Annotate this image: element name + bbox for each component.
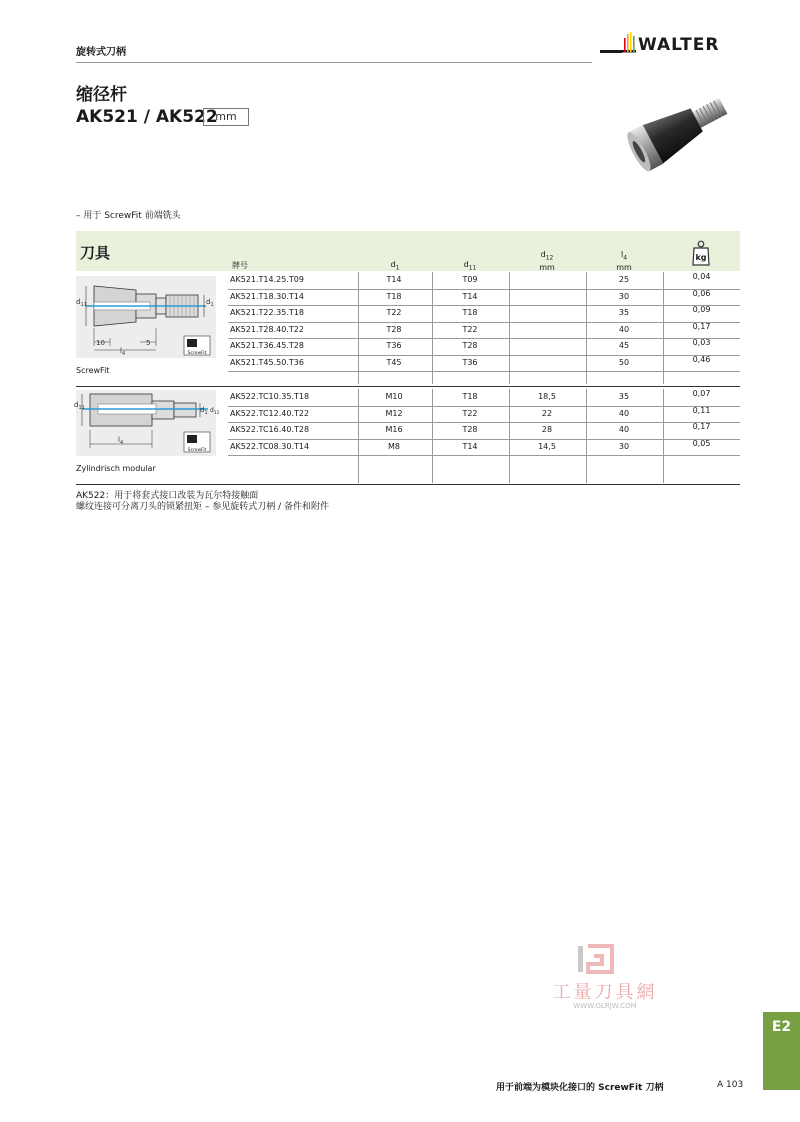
group-label-cylindrical: Zylindrisch modular [76,464,156,473]
column-divider [509,272,510,384]
cell-d11: T14 [462,441,478,451]
cell-d1: M12 [385,408,403,418]
cell-l4: 35 [618,308,630,317]
cell-kg: 0,09 [692,305,711,314]
svg-text:d11: $d_{11}$ [74,401,85,411]
cell-designation: AK522.TC08.30.T14 [230,441,310,451]
cell-kg: 0,46 [692,354,711,364]
svg-text:5: 5 [146,339,151,347]
usage-note: – 用于 ScrewFit 前端铣头 [76,211,181,221]
svg-text:10: 10 [96,339,105,347]
cell-d1: T36 [386,341,402,350]
product-image [620,86,740,176]
column-divider [586,272,587,384]
cell-d1: M8 [388,441,400,451]
page-number: A 103 [717,1080,744,1090]
cell-kg: 0,05 [692,438,711,448]
cell-l4: 50 [618,357,630,367]
cell-l4: 45 [618,341,630,350]
cell-designation: AK522.TC10.35.T18 [230,392,310,401]
diagram-screwfit [76,276,216,358]
svg-text:l4: $l_4$ [118,436,124,446]
cell-kg: 0,03 [692,338,711,347]
cell-d1: T22 [386,308,402,317]
section-title: 旋转式刀柄 [76,47,126,58]
logo-bars-icon [622,32,636,58]
diagram-cylindrical [74,390,220,456]
cell-kg: 0,17 [692,422,711,431]
svg-text:ScrewFit: ScrewFit [187,351,207,356]
cell-l4: 40 [618,425,630,434]
svg-text:ScrewFit: ScrewFit [187,448,207,453]
watermark-text: 工量刀具網 [552,982,658,1003]
cell-d1: M10 [385,392,403,401]
table-bottom-rule [76,484,740,485]
svg-text:d12: $d_{12}$ [210,407,220,416]
watermark-url: WWW.GLRJW.COM [573,1002,637,1010]
svg-text:d1: $d_1$ [200,406,208,416]
svg-text:l4: $l_4$ [120,347,126,357]
cell-d11: T09 [462,275,478,284]
header-rule [76,62,592,63]
cell-designation: AK521.T22.35.T18 [230,308,304,317]
column-divider [586,389,587,483]
chapter-tab[interactable]: E2 [763,1012,800,1090]
cell-d11: T18 [462,308,478,317]
cell-l4: 35 [618,392,630,401]
cell-d1: M16 [385,425,403,434]
column-divider [432,389,433,483]
footnote-2: 螺纹连接可分离刀头的锁紧扭矩 – 参见旋转式刀柄 / 备件和附件 [76,502,329,512]
cell-d12: 18,5 [538,392,556,401]
cell-d11: T28 [462,341,478,350]
column-divider [358,272,359,384]
unit-badge: mm [203,108,249,126]
cell-d11: T18 [462,392,478,401]
cell-kg: 0,11 [692,405,711,415]
cell-l4: 40 [618,324,630,334]
cell-d11: T14 [462,291,478,301]
col-designation: 牌号 [232,261,248,270]
cell-designation: AK521.T28.40.T22 [230,324,304,334]
cell-d12: 14,5 [538,441,556,451]
group-label-screwfit: ScrewFit [76,366,110,375]
col-d1: $d_1$ [390,260,400,272]
cell-d1: T45 [386,357,402,367]
cell-d11: T36 [462,357,478,367]
cell-designation: AK522.TC16.40.T28 [230,425,310,434]
cell-kg: 0,17 [692,321,711,331]
column-divider [358,389,359,483]
walter-logo [600,32,740,58]
weight-icon [692,240,710,266]
group-separator [76,386,740,387]
cell-designation: AK521.T36.45.T28 [230,341,304,350]
watermark [530,944,680,1014]
cell-kg: 0,04 [692,272,711,281]
column-divider [663,272,664,384]
table-heading: 刀具 [80,244,111,262]
cell-d11: T28 [462,425,478,434]
svg-text:d1: $d_1$ [206,298,214,308]
svg-text:d11: $d_{11}$ [76,298,87,308]
col-d11: $d_{11}$ [463,260,477,272]
cell-designation: AK521.T45.50.T36 [230,357,304,367]
cell-l4: 30 [618,291,630,301]
page-title: 缩径杆 [76,85,127,105]
cell-designation: AK522.TC12.40.T22 [230,408,310,418]
cell-kg: 0,07 [692,389,711,398]
svg-text:kg: kg [695,253,707,262]
cell-d11: T22 [462,408,478,418]
cell-l4: 25 [618,275,630,284]
cell-l4: 40 [618,408,630,418]
footnote-1: AK522：用于将套式接口改装为瓦尔特接触面 [76,491,259,501]
column-divider [432,272,433,384]
cell-d12: 28 [541,425,553,434]
col-l4: $l_4$ mm [616,250,632,272]
brand-name: WALTER [638,35,720,55]
cell-d1: T14 [386,275,402,284]
cell-designation: AK521.T18.30.T14 [230,291,304,301]
cell-d11: T22 [462,324,478,334]
cell-d1: T18 [386,291,402,301]
cell-d1: T28 [386,324,402,334]
cell-d12: 22 [541,408,553,418]
cell-l4: 30 [618,441,630,451]
col-d12: $d_{12}$ mm [539,250,555,272]
column-divider [509,389,510,483]
product-codes: AK521 / AK522 [76,107,218,127]
footer-title: 用于前端为模块化接口的 ScrewFit 刀柄 [496,1083,664,1093]
cell-designation: AK521.T14.25.T09 [230,275,304,284]
cell-kg: 0,06 [692,288,711,298]
column-divider [663,389,664,483]
